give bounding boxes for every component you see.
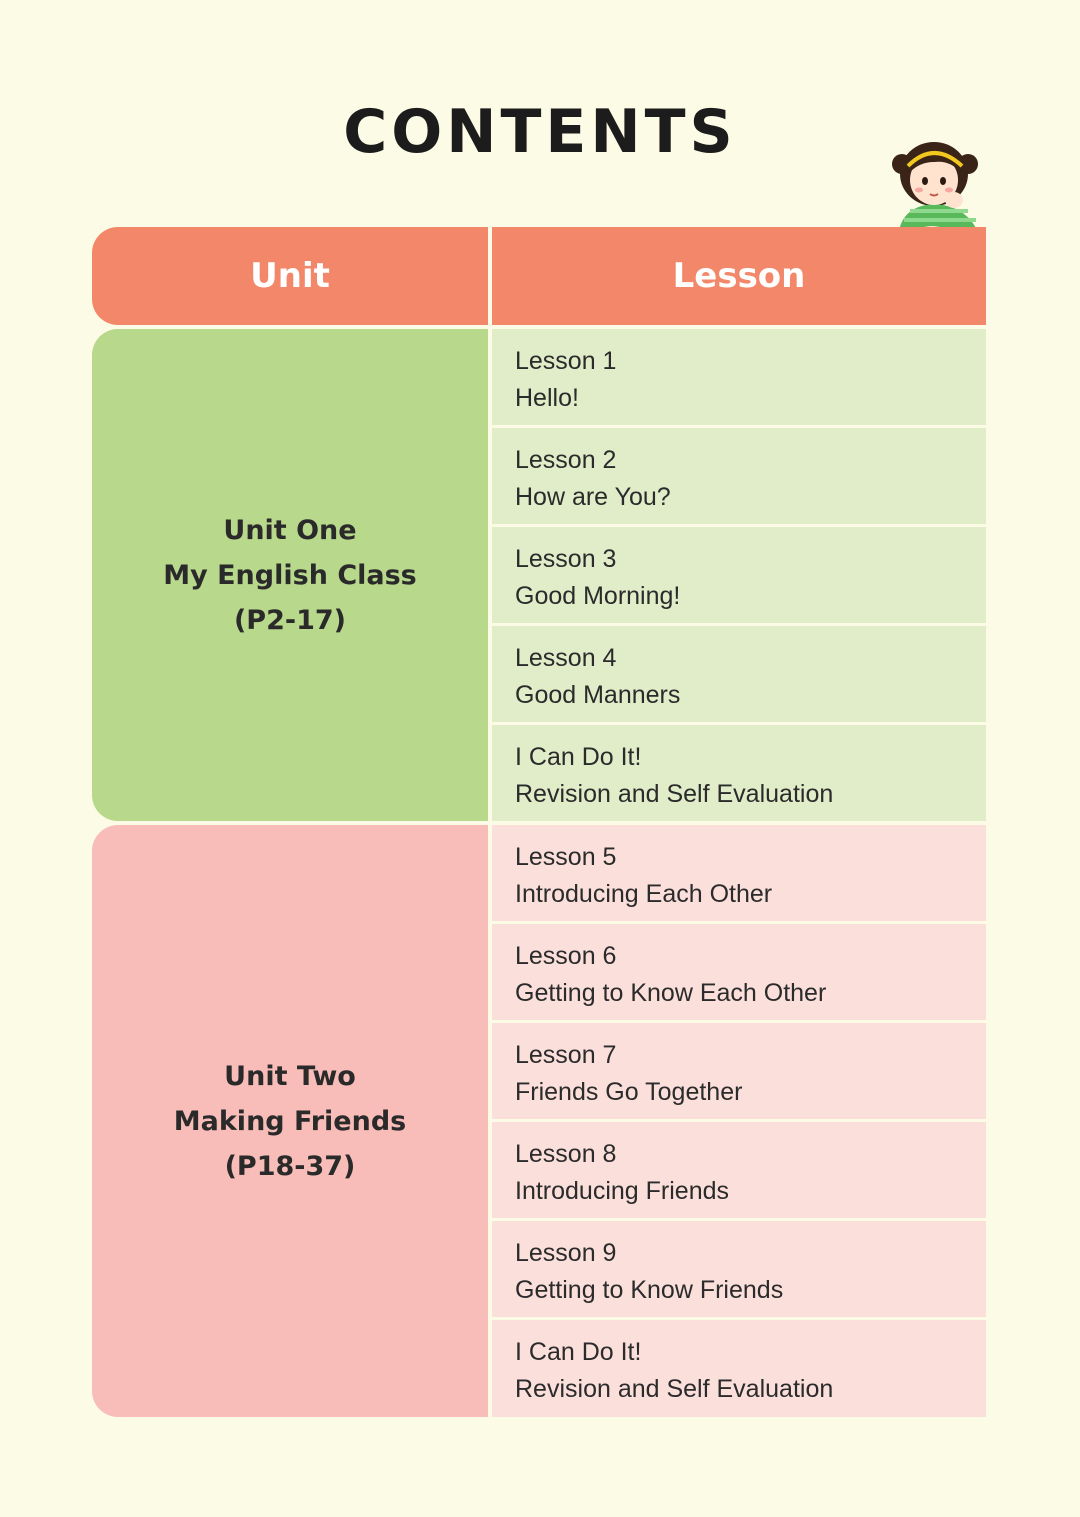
lesson-number: Lesson 8: [515, 1140, 617, 1168]
lesson-row-9[interactable]: [492, 1221, 986, 1317]
unit-one-subtitle: My English Class: [163, 559, 417, 591]
lesson-number: Lesson 1: [515, 347, 617, 375]
lesson-row-3[interactable]: [492, 527, 986, 623]
unit-two-subtitle: Making Friends: [173, 1105, 407, 1137]
lesson-number: I Can Do It!: [515, 1338, 642, 1366]
lesson-row-1[interactable]: [492, 329, 986, 425]
lesson-row-7[interactable]: [492, 1023, 986, 1119]
lesson-title: Revision and Self Evaluation: [515, 1375, 834, 1403]
unit-two-pages: (P18-37): [224, 1150, 356, 1182]
unit-one-pages: (P2-17): [233, 604, 347, 636]
page-title: CONTENTS: [343, 97, 737, 167]
lesson-number: Lesson 7: [515, 1041, 617, 1069]
lesson-number: Lesson 9: [515, 1239, 617, 1267]
unit-two-name: Unit Two: [224, 1060, 356, 1092]
lesson-row-2[interactable]: [492, 428, 986, 524]
lesson-title: How are You?: [515, 483, 671, 511]
lesson-title: Getting to Know Each Other: [515, 979, 827, 1007]
lesson-row-6[interactable]: [492, 924, 986, 1020]
unit-one-text: [163, 508, 417, 643]
lesson-row-8[interactable]: [492, 1122, 986, 1218]
unit-one-name: Unit One: [223, 514, 357, 546]
table-header: [92, 227, 986, 325]
unit-two-text: [174, 1054, 406, 1189]
header-lesson: Lesson: [492, 227, 986, 325]
lesson-title: Revision and Self Evaluation: [515, 780, 834, 808]
girl-mascot-illustration: [888, 134, 988, 238]
lesson-title: Good Manners: [515, 681, 681, 709]
lesson-title: Hello!: [515, 384, 579, 412]
lesson-row-revision-2[interactable]: [492, 1320, 986, 1417]
lesson-title: Good Morning!: [515, 582, 681, 610]
header-unit: Unit: [92, 227, 488, 325]
lesson-title: Getting to Know Friends: [515, 1276, 784, 1304]
lesson-number: I Can Do It!: [515, 743, 642, 771]
lesson-title: Introducing Each Other: [515, 880, 773, 908]
lesson-title: Friends Go Together: [515, 1078, 743, 1106]
lesson-number: Lesson 3: [515, 545, 617, 573]
unit-two-cell: [92, 825, 488, 1417]
lesson-number: Lesson 5: [515, 843, 617, 871]
lesson-number: Lesson 2: [515, 446, 617, 474]
lesson-row-revision-1[interactable]: [492, 725, 986, 821]
lesson-number: Lesson 6: [515, 942, 617, 970]
unit-one-cell: [92, 329, 488, 821]
lesson-row-4[interactable]: [492, 626, 986, 722]
lesson-row-5[interactable]: [492, 825, 986, 921]
lesson-title: Introducing Friends: [515, 1177, 730, 1205]
lesson-number: Lesson 4: [515, 644, 617, 672]
